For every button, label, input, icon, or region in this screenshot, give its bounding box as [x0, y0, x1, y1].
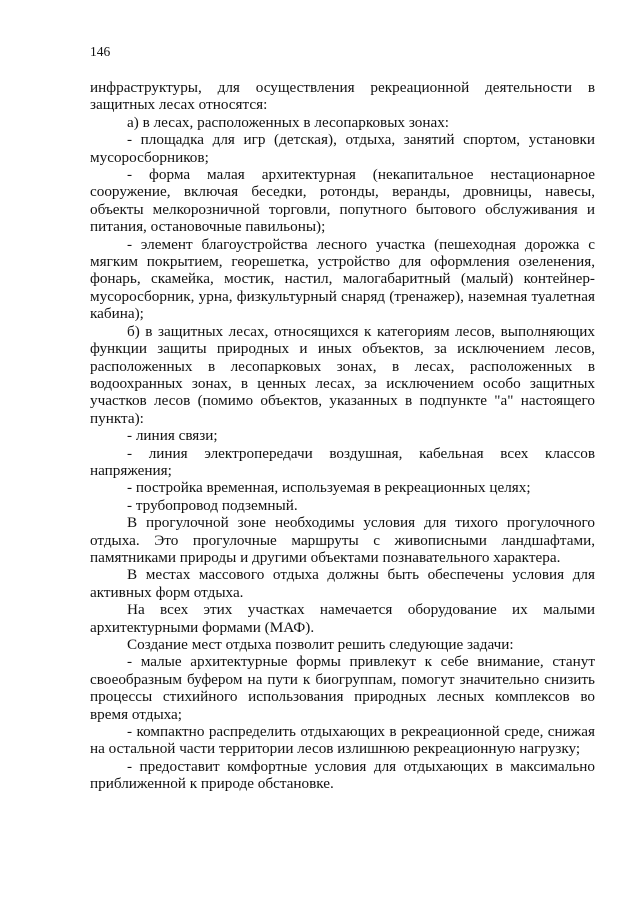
paragraph-playground: - площадка для игр (детская), отдыха, занятий спортом, установки мусоросборников;: [90, 131, 595, 166]
paragraph-walking-zone: В прогулочной зоне необходимы условия для тихого прогулочного отдыха. Это прогулочные маршруты с живописными ландшафтами, памятниками природы и другими объектами познавательного характера.: [90, 514, 595, 566]
paragraph-task-2: - компактно распределить отдыхающих в рекреационной среде, снижая на остальной части территории лесов излишнюю рекреационную нагрузку;: [90, 723, 595, 758]
paragraph-task-3: - предоставит комфортные условия для отдыхающих в максимально приближенной к природе обстановке.: [90, 757, 595, 793]
paragraph-intro: инфраструктуры, для осуществления рекреационной деятельности в защитных лесах относятся:: [90, 79, 595, 114]
paragraph-item-a: а) в лесах, расположенных в лесопарковых зонах:: [127, 113, 450, 131]
paragraph-item-b: б) в защитных лесах, относящихся к категориям лесов, выполняющих функции защиты природных и иных объектов, за исключением лесов, расположенных в лесопарковых зонах, в лесах, расположенных в водоохранных зонах, в ценных лесах, за исключением особо защитных участков лесов (помимо объектов, указанных в подпункте "а" настоящего пункта):: [90, 322, 595, 427]
paragraph-maf: На всех этих участках намечается оборудование их малыми архитектурными формами (МАФ).: [90, 601, 595, 636]
paragraph-temporary-building: - постройка временная, используемая в рекреационных целях;: [127, 479, 531, 497]
paragraph-small-forms: - форма малая архитектурная (некапитальное нестационарное сооружение, включая беседки, ротонды, веранды, дровницы, навесы, объекты мелкорозничной торговли, попутного бытового обслуживания и питания, остановочные павильоны);: [90, 166, 595, 236]
paragraph-mass-recreation: В местах массового отдыха должны быть обеспечены условия для активных форм отдыха.: [90, 566, 595, 601]
paragraph-pipeline: - трубопровод подземный.: [127, 496, 298, 514]
page-number: 146: [90, 44, 111, 59]
paragraph-tasks-intro: Создание мест отдыха позволит решить следующие задачи:: [127, 636, 514, 653]
paragraph-improvement-elements: - элемент благоустройства лесного участка (пешеходная дорожка с мягким покрытием, георешетка, устройство для оформления озеленения, фонарь, скамейка, мостик, настил, малогабаритный (малый) контейнер-мусоросборник, урна, физкультурный снаряд (тренажер), наземная туалетная кабина);: [90, 235, 595, 323]
document-body: [90, 79, 595, 793]
paragraph-power-line: - линия электропередачи воздушная, кабельная всех классов напряжения;: [90, 444, 595, 479]
paragraph-communication-line: - линия связи;: [127, 427, 218, 445]
paragraph-task-1: - малые архитектурные формы привлекут к себе внимание, станут своеобразным буфером на пути к биогруппам, помогут значительно снизить процессы стихийного использования природных лесных комплексов во время отдыха;: [90, 653, 595, 723]
